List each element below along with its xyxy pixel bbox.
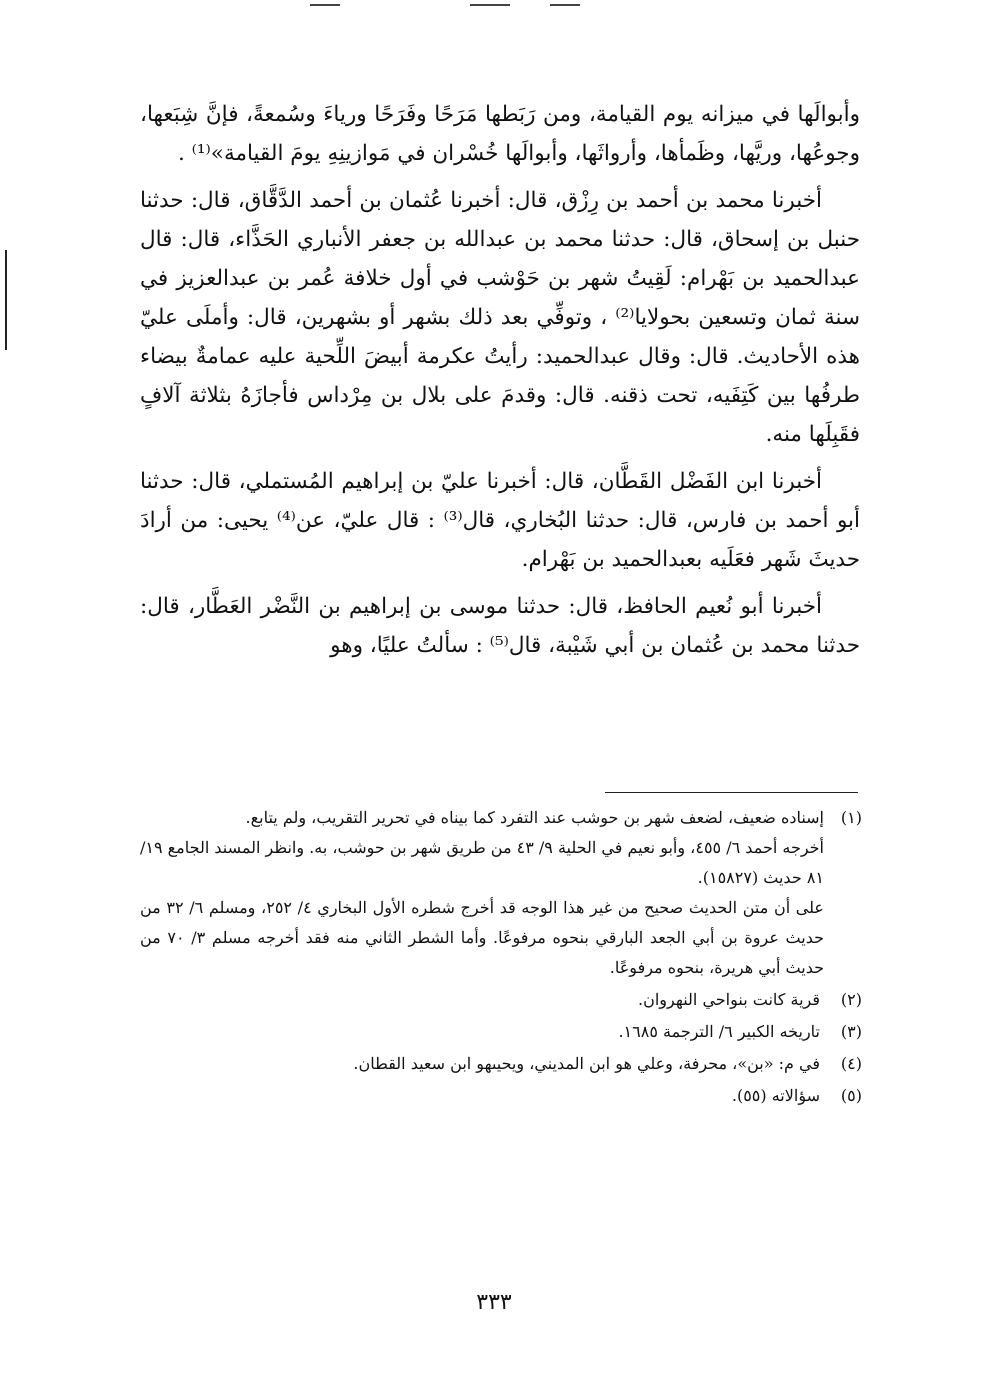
scan-top-mark [310,4,610,7]
footnote-line: إسناده ضعيف، لضعف شهر بن حوشب عند التفرد كما بيناه في تحرير التقريب، ولم يتابع. [245,808,824,827]
footnote-4 [140,1049,862,1079]
paragraph-isnad-shahr: أخبرنا محمد بن أحمد بن رِزْق، قال: أخبرنا عُثمان بن أحمد الدَّقَّاق، قال: حدثنا حنبل بن إسحاق، قال: حدثنا محمد بن عبدالله بن جعفر الأنباري الحَذَّاء، قال: قال عبدالحميد بن بَهْرام: لَقِيتُ شهر بن حَوْشب في أول خلافة عُمر بن عبدالعزيز في سنة ثمان وتسعين بحولايا⁽²⁾ ، وتوفِّي بعد ذلك بشهر أو بشهرين، قال: وأملَى عليّ هذه الأحاديث. قال: وقال عبدالحميد: رأيتُ عكرمة أبيضَ اللِّحية عليه عمامةٌ بيضاء طرفُها بين كَتِفَيه، تحت ذقنه. قال: وقدمَ على بلال بن مِرْداس فأجازَهُ بثلاثة آلافٍ فقَبِلَها منه. [140,188,861,447]
footnote-line: تاريخه الكبير ٦/ الترجمة ١٦٨٥. [618,1022,820,1041]
footnote-1 [140,803,862,983]
footnote-separator [605,792,858,793]
footnote-line: أخرجه أحمد ٦/ ٤٥٥، وأبو نعيم في الحلية ٩/ ٤٣ من طريق شهر بن حوشب، به. وانظر المسند الجامع ١٩/ ٨١ حديث (١٥٨٢٧). [140,838,824,887]
main-text [140,95,860,673]
footnote-line: سؤالاته (٥٥). [731,1086,820,1105]
scan-edge-line [5,250,7,350]
footnotes [140,803,862,1113]
footnote-number: (٥) [840,1086,862,1105]
footnote-line: قرية كانت بنواحي النهروان. [638,990,820,1009]
footnote-number: (٢) [840,990,862,1009]
footnote-5 [140,1081,862,1111]
footnote-number: (٤) [840,1054,862,1073]
paragraph-continuation: وأبوالَها في ميزانه يوم القيامة، ومن رَبَطها مَرَحًا وفَرَحًا ورياءَ وسُمعةً، فإنَّ شِبَعها، وجوعُها، وريَّها، وظَمأها، وأرواثَها، وأبوالَها خُسْران في مَوازينِهِ يومَ القيامة»⁽¹⁾ . [140,102,860,166]
footnote-3 [140,1017,862,1047]
footnote-body [140,803,824,983]
footnote-number: (١) [840,808,862,827]
footnote-line: في م: «بن»، محرفة، وعلي هو ابن المديني، ويحيىهو ابن سعيد القطان. [353,1054,820,1073]
footnote-2 [140,985,862,1015]
footnote-line: على أن متن الحديث صحيح من غير هذا الوجه قد أخرج شطره الأول البخاري ٤/ ٢٥٢، ومسلم ٦/ ٣٢ من حديث عروة بن أبي الجعد البارقي بنحوه مرفوعًا. وأما الشطر الثاني منه فقد أخرجه مسلم ٣/ ٧٠ من حديث أبي هريرة، بنحوه مرفوعًا. [140,898,825,977]
footnote-body [140,1081,824,1111]
footnote-body [140,1049,824,1079]
page-number: ٣٣٣ [476,1290,512,1315]
paragraph-isnad-abu-nuaym: أخبرنا أبو نُعيم الحافظ، قال: حدثنا موسى بن إبراهيم بن النَّضْر العَطَّار، قال: حدثنا محمد بن عُثمان بن أبي شَيْبة، قال⁽⁵⁾ : سألتُ عليًا، وهو [140,594,860,658]
footnote-number: (٣) [840,1022,862,1041]
footnote-body [140,985,824,1015]
paragraph-isnad-qattan: أخبرنا ابن الفَضْل القَطَّان، قال: أخبرنا عليّ بن إبراهيم المُستملي، قال: حدثنا أبو أحمد بن فارس، قال: حدثنا البُخاري، قال⁽³⁾ : قال عليّ، عن⁽⁴⁾ يحيى: من أرادَ حديثَ شَهر فعَلَيه بعبدالحميد بن بَهْرام. [140,469,861,572]
footnote-body [140,1017,824,1047]
